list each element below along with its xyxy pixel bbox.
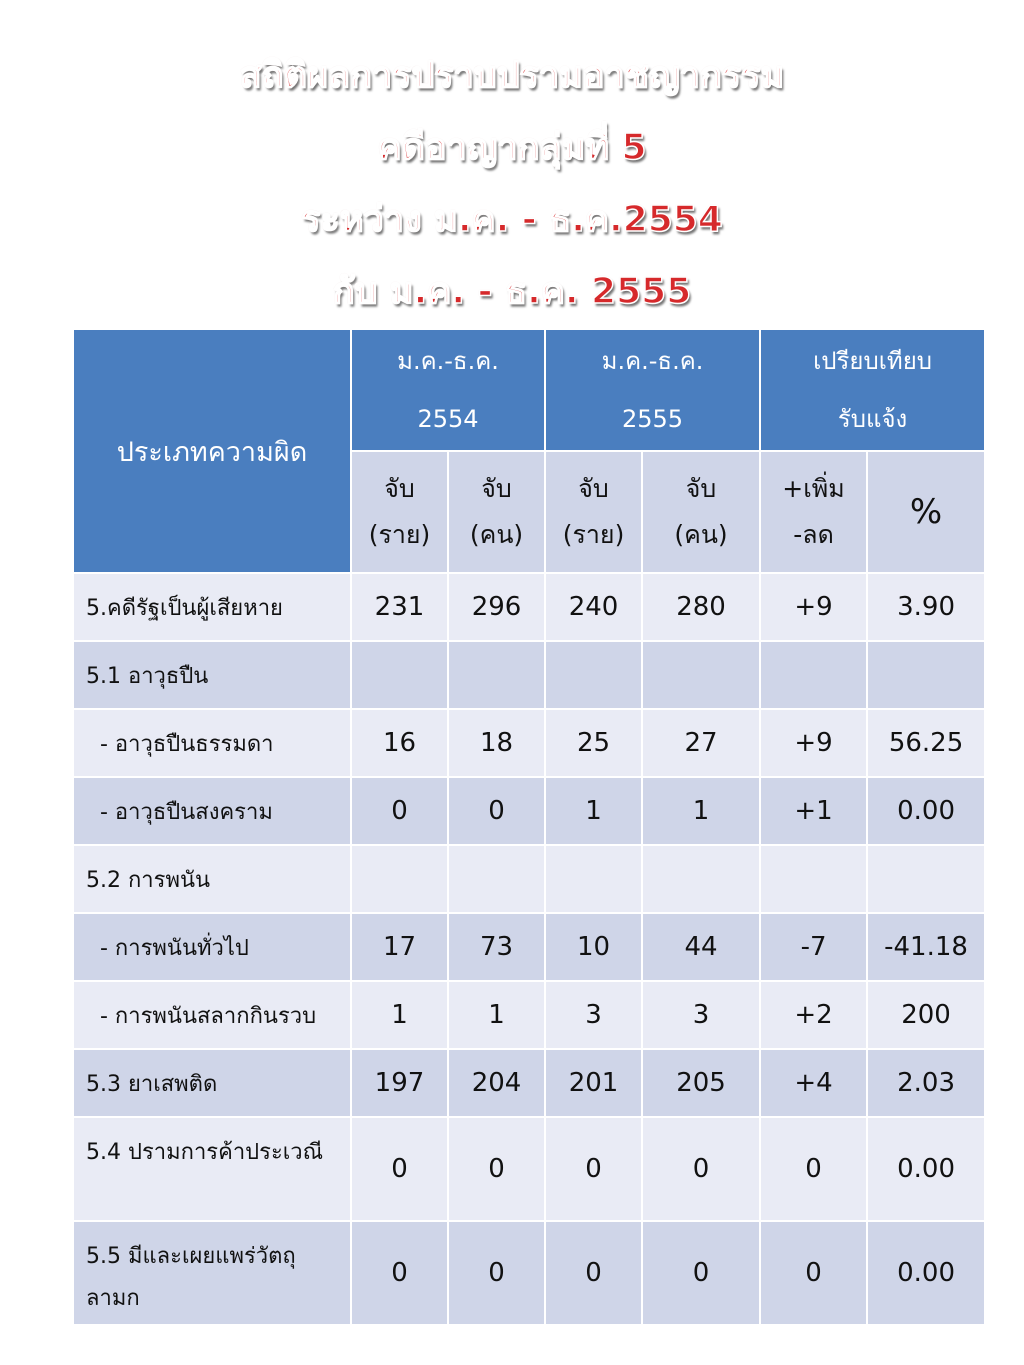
cell-arrest-cases-2554: 17 [351, 913, 448, 981]
cell-arrest-cases-2555: 240 [545, 573, 642, 641]
cell-arrest-cases-2554: 0 [351, 1117, 448, 1221]
header-compare-line2: รับแจ้ง [837, 405, 908, 433]
cell-change: +4 [760, 1049, 867, 1117]
cell-arrest-persons-2555 [642, 641, 760, 709]
cell-change: +2 [760, 981, 867, 1049]
cell-arrest-persons-2555: 280 [642, 573, 760, 641]
subheader-arrest-persons-2554 [448, 451, 545, 573]
table-row [73, 1117, 985, 1221]
header-period-2554-line2: 2554 [417, 405, 479, 433]
subheader-change [760, 451, 867, 573]
subheader-line: (ราย) [562, 520, 625, 549]
subheader-line: จับ [384, 474, 415, 503]
cell-arrest-cases-2555 [545, 845, 642, 913]
cell-arrest-persons-2554: 1 [448, 981, 545, 1049]
subheader-arrest-cases-2554 [351, 451, 448, 573]
row-label: 5.คดีรัฐเป็นผู้เสียหาย [73, 573, 351, 641]
cell-arrest-cases-2554 [351, 641, 448, 709]
crime-statistics-table [72, 328, 986, 1326]
cell-percent: 0.00 [867, 1221, 985, 1325]
title-line-2: คดีอาญากลุ่มที่ 5 [377, 127, 647, 168]
cell-arrest-cases-2555: 0 [545, 1117, 642, 1221]
subheader-arrest-cases-2555 [545, 451, 642, 573]
cell-percent: -41.18 [867, 913, 985, 981]
row-label: - อาวุธปืนธรรมดา [73, 709, 351, 777]
subheader-line: (คน) [469, 520, 524, 549]
cell-percent: 0.00 [867, 1117, 985, 1221]
cell-percent: 200 [867, 981, 985, 1049]
cell-arrest-persons-2555: 1 [642, 777, 760, 845]
cell-arrest-persons-2554: 0 [448, 777, 545, 845]
cell-arrest-persons-2554 [448, 845, 545, 913]
cell-percent [867, 845, 985, 913]
cell-arrest-cases-2554: 16 [351, 709, 448, 777]
header-period-2555-line2: 2555 [621, 405, 684, 433]
cell-arrest-persons-2555: 205 [642, 1049, 760, 1117]
cell-arrest-persons-2554: 18 [448, 709, 545, 777]
cell-change: 0 [760, 1221, 867, 1325]
table-row [73, 981, 985, 1049]
cell-arrest-cases-2554: 197 [351, 1049, 448, 1117]
cell-arrest-cases-2554: 0 [351, 777, 448, 845]
cell-arrest-cases-2555: 3 [545, 981, 642, 1049]
cell-change [760, 641, 867, 709]
subheader-arrest-persons-2555 [642, 451, 760, 573]
subheader-line: จับ [685, 474, 717, 503]
cell-arrest-persons-2555: 3 [642, 981, 760, 1049]
header-period-2555-line1: ม.ค.-ธ.ค. [601, 347, 704, 375]
cell-arrest-cases-2555: 201 [545, 1049, 642, 1117]
cell-arrest-persons-2554: 204 [448, 1049, 545, 1117]
cell-arrest-persons-2555: 0 [642, 1117, 760, 1221]
cell-change: +1 [760, 777, 867, 845]
table-row [73, 777, 985, 845]
header-period-2555 [545, 329, 760, 451]
header-category [73, 329, 351, 573]
subheader-line: +เพิ่ม [782, 474, 845, 503]
cell-arrest-persons-2554: 0 [448, 1221, 545, 1325]
cell-arrest-cases-2555: 25 [545, 709, 642, 777]
row-label: - การพนันสลากกินรวบ [73, 981, 351, 1049]
row-label: 5.5 มีและเผยแพร่วัตถุลามก [73, 1221, 351, 1325]
cell-percent [867, 641, 985, 709]
cell-arrest-persons-2554: 73 [448, 913, 545, 981]
row-label: 5.1 อาวุธปืน [73, 641, 351, 709]
header-period-2554-line1: ม.ค.-ธ.ค. [397, 347, 499, 375]
cell-arrest-persons-2554: 296 [448, 573, 545, 641]
page-title [0, 40, 1024, 328]
header-compare [760, 329, 985, 451]
table-row [73, 641, 985, 709]
table-row [73, 845, 985, 913]
cell-percent: 0.00 [867, 777, 985, 845]
cell-arrest-cases-2554: 0 [351, 1221, 448, 1325]
title-line-3: ระหว่าง ม.ค. - ธ.ค.2554 [301, 199, 723, 240]
subheader-line: จับ [481, 474, 512, 503]
title-line-1: สถิติผลการปราบปรามอาชญากรรม [239, 55, 785, 96]
subheader-percent: % [867, 451, 985, 573]
cell-arrest-cases-2555: 10 [545, 913, 642, 981]
cell-arrest-persons-2555: 27 [642, 709, 760, 777]
row-label: - อาวุธปืนสงคราม [73, 777, 351, 845]
cell-arrest-cases-2555: 0 [545, 1221, 642, 1325]
cell-percent: 56.25 [867, 709, 985, 777]
row-label: 5.3 ยาเสพติด [73, 1049, 351, 1117]
table-row [73, 709, 985, 777]
cell-change: -7 [760, 913, 867, 981]
row-label: 5.2 การพนัน [73, 845, 351, 913]
subheader-line: (คน) [674, 520, 728, 549]
header-category-label: ประเภทความผิด [116, 436, 308, 468]
cell-arrest-persons-2555: 0 [642, 1221, 760, 1325]
cell-change: +9 [760, 709, 867, 777]
title-line-4: กับ ม.ค. - ธ.ค. 2555 [332, 271, 692, 312]
header-period-2554 [351, 329, 545, 451]
subheader-line: จับ [578, 474, 609, 503]
cell-percent: 2.03 [867, 1049, 985, 1117]
cell-change [760, 845, 867, 913]
cell-percent: 3.90 [867, 573, 985, 641]
subheader-line: (ราย) [368, 520, 431, 549]
cell-arrest-persons-2554: 0 [448, 1117, 545, 1221]
cell-arrest-persons-2555 [642, 845, 760, 913]
cell-arrest-cases-2555 [545, 641, 642, 709]
cell-arrest-cases-2554: 1 [351, 981, 448, 1049]
cell-arrest-cases-2555: 1 [545, 777, 642, 845]
cell-change: +9 [760, 573, 867, 641]
cell-arrest-persons-2555: 44 [642, 913, 760, 981]
table-row [73, 913, 985, 981]
cell-arrest-persons-2554 [448, 641, 545, 709]
row-label: 5.4 ปรามการค้าประเวณี [73, 1117, 351, 1221]
table-row [73, 573, 985, 641]
subheader-line: -ลด [793, 520, 834, 549]
cell-change: 0 [760, 1117, 867, 1221]
table-row [73, 1049, 985, 1117]
cell-arrest-cases-2554: 231 [351, 573, 448, 641]
row-label: - การพนันทั่วไป [73, 913, 351, 981]
table-row [73, 1221, 985, 1325]
header-compare-line1: เปรียบเทียบ [813, 347, 933, 375]
cell-arrest-cases-2554 [351, 845, 448, 913]
